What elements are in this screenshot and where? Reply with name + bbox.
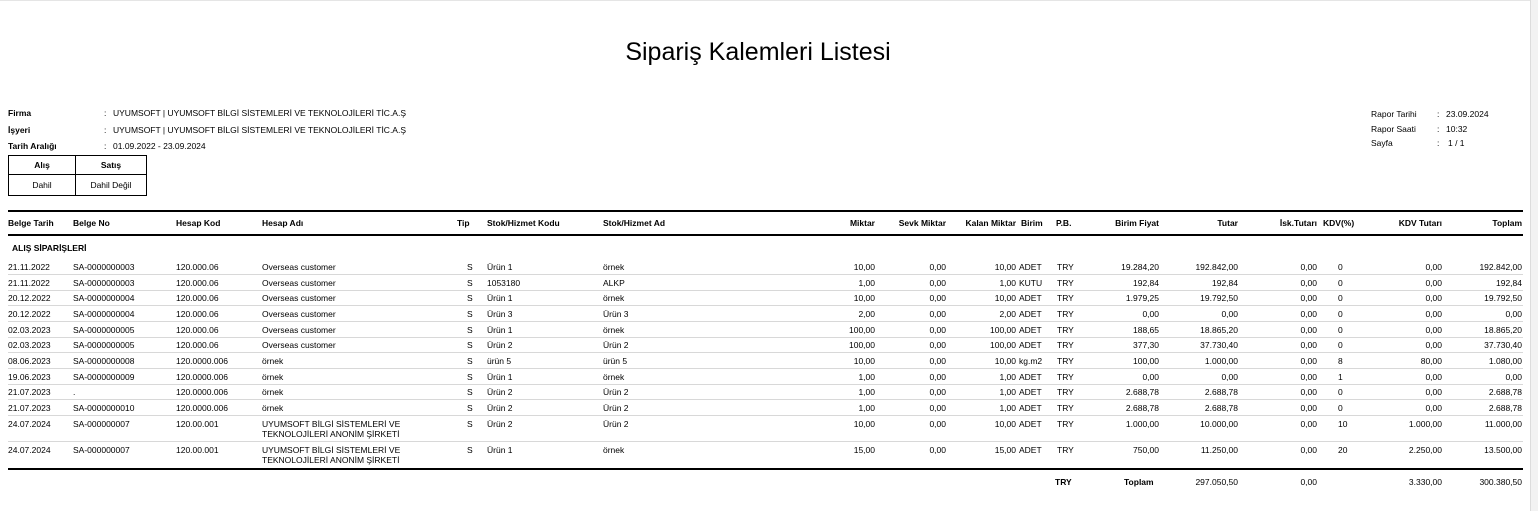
cell-hesap-kod: 120.000.06 [176,309,219,319]
cell-sevk-miktar: 0,00 [929,293,946,303]
include-filter-box [8,155,147,196]
cell-hesap-adi: Overseas customer [262,278,336,288]
cell-belge-tarih: 19.06.2023 [8,372,51,382]
cell-stok-kodu: Ürün 2 [487,419,513,429]
row-separator [8,274,1523,275]
cell-sevk-miktar: 0,00 [929,340,946,350]
cell-kalan-miktar: 2,00 [999,309,1016,319]
cell-belge-tarih: 21.07.2023 [8,403,51,413]
cell-sevk-miktar: 0,00 [929,262,946,272]
cell-kalan-miktar: 1,00 [999,278,1016,288]
cell-tip: S [467,403,473,413]
cell-birim-fiyat: 750,00 [1133,445,1159,455]
cell-kalan-miktar: 1,00 [999,387,1016,397]
cell-isk-tutari: 0,00 [1300,325,1317,335]
cell-kdv-tutari: 0,00 [1425,309,1442,319]
cell-pb: TRY [1057,325,1074,335]
col-header-kdv-yuzde: KDV(%) [1323,218,1355,228]
cell-tip: S [467,419,473,429]
cell-isk-tutari: 0,00 [1300,293,1317,303]
section-title: ALIŞ SİPARİŞLERİ [12,243,87,253]
cell-miktar: 10,00 [853,293,875,303]
cell-belge-no: SA-0000000003 [73,262,135,272]
cell-belge-tarih: 21.07.2023 [8,387,51,397]
row-separator [8,399,1523,400]
cell-kdv-yuzde: 0 [1338,262,1343,272]
cell-kdv-tutari: 80,00 [1420,356,1442,366]
cell-toplam: 18.865,20 [1484,325,1522,335]
totals-tutar: 297.050,50 [1195,477,1238,487]
cell-kdv-tutari: 0,00 [1425,340,1442,350]
cell-pb: TRY [1057,419,1074,429]
cell-kdv-yuzde: 0 [1338,340,1343,350]
cell-kalan-miktar: 1,00 [999,403,1016,413]
page-title: Sipariş Kalemleri Listesi [625,38,891,66]
cell-tip: S [467,356,473,366]
cell-hesap-adi: Overseas customer [262,262,336,272]
cell-tip: S [467,325,473,335]
cell-kdv-yuzde: 20 [1338,445,1348,455]
info-colon: : [104,108,107,118]
row-separator [8,290,1523,291]
cell-stok-kodu: Ürün 1 [487,325,513,335]
row-separator [8,305,1523,306]
row-separator [8,441,1523,442]
cell-sevk-miktar: 0,00 [929,372,946,382]
cell-birim: kg.m2 [1019,356,1043,366]
cell-stok-kodu: 1053180 [487,278,521,288]
cell-belge-no: SA-000000007 [73,419,130,429]
cell-isk-tutari: 0,00 [1300,309,1317,319]
cell-birim-fiyat: 0,00 [1142,309,1159,319]
cell-miktar: 1,00 [858,387,875,397]
cell-belge-no: SA-000000007 [73,445,130,455]
row-separator [8,321,1523,322]
cell-belge-tarih: 24.07.2024 [8,419,51,429]
cell-kdv-tutari: 0,00 [1425,372,1442,382]
cell-toplam: 192.842,00 [1479,262,1522,272]
cell-kdv-tutari: 0,00 [1425,293,1442,303]
cell-kdv-yuzde: 0 [1338,278,1343,288]
cell-toplam: 13.500,00 [1484,445,1522,455]
cell-belge-tarih: 20.12.2022 [8,309,51,319]
info-colon: : [104,141,107,151]
cell-stok-kodu: Ürün 1 [487,293,513,303]
col-header-sevk-miktar: Sevk Miktar [898,218,946,228]
cell-belge-no: SA-0000000004 [73,309,135,319]
include-header-alis: Alış [9,156,76,175]
col-header-isk-tutari: İsk.Tutarı [1279,218,1317,228]
col-header-pb: P.B. [1056,218,1072,228]
cell-belge-tarih: 08.06.2023 [8,356,51,366]
info-value-isyeri: UYUMSOFT | UYUMSOFT BİLGİ SİSTEMLERİ VE TEKNOLOJİLERİ TİC.A.Ş [113,125,407,135]
cell-tip: S [467,262,473,272]
info-value-rapor-tarihi: 23.09.2024 [1446,109,1489,119]
info-label-rapor-tarihi: Rapor Tarihi [1371,109,1417,119]
info-colon: : [104,125,107,135]
cell-tutar: 37.730,40 [1200,340,1238,350]
col-header-tip: Tip [457,218,470,228]
col-header-kdv-tutari: KDV Tutarı [1398,218,1442,228]
cell-miktar: 100,00 [849,325,875,335]
cell-belge-no: . [73,387,76,397]
totals-label: Toplam [1124,477,1154,487]
info-label-rapor-saati: Rapor Saati [1371,124,1416,134]
cell-kalan-miktar: 10,00 [994,356,1016,366]
cell-belge-tarih: 02.03.2023 [8,325,51,335]
cell-kdv-yuzde: 0 [1338,403,1343,413]
cell-miktar: 2,00 [858,309,875,319]
cell-birim-fiyat: 1.000,00 [1125,419,1159,429]
cell-toplam: 2.688,78 [1488,387,1522,397]
cell-birim: ADET [1019,387,1042,397]
cell-hesap-kod: 120.0000.006 [176,356,228,366]
include-value-alis: Dahil [9,175,76,196]
cell-sevk-miktar: 0,00 [929,278,946,288]
cell-tutar: 18.865,20 [1200,325,1238,335]
header-top-rule [8,210,1523,212]
cell-hesap-adi: Overseas customer [262,340,336,350]
cell-kdv-tutari: 0,00 [1425,403,1442,413]
cell-isk-tutari: 0,00 [1300,403,1317,413]
cell-birim: ADET [1019,309,1042,319]
cell-isk-tutari: 0,00 [1300,387,1317,397]
cell-toplam: 0,00 [1505,309,1522,319]
cell-tutar: 11.250,00 [1200,445,1238,455]
cell-pb: TRY [1057,309,1074,319]
cell-isk-tutari: 0,00 [1300,372,1317,382]
cell-birim-fiyat: 377,30 [1133,340,1159,350]
cell-tip: S [467,340,473,350]
cell-hesap-kod: 120.000.06 [176,325,219,335]
cell-toplam: 2.688,78 [1488,403,1522,413]
cell-birim: ADET [1019,445,1042,455]
cell-kalan-miktar: 100,00 [990,340,1016,350]
info-value-firma: UYUMSOFT | UYUMSOFT BİLGİ SİSTEMLERİ VE TEKNOLOJİLERİ TİC.A.Ş [113,108,407,118]
col-header-birim-fiyat: Birim Fiyat [1115,218,1159,228]
cell-kdv-yuzde: 0 [1338,309,1343,319]
cell-hesap-adi: Overseas customer [262,309,336,319]
row-separator [8,415,1523,416]
cell-kdv-tutari: 0,00 [1425,325,1442,335]
cell-tutar: 19.792,50 [1200,293,1238,303]
col-header-kalan-miktar: Kalan Miktar [965,218,1016,228]
row-separator [8,384,1523,385]
cell-tutar: 10.000,00 [1200,419,1238,429]
cell-birim-fiyat: 1.979,25 [1125,293,1159,303]
cell-kdv-yuzde: 0 [1338,293,1343,303]
cell-tutar: 2.688,78 [1204,387,1238,397]
cell-hesap-kod: 120.0000.006 [176,403,228,413]
cell-kalan-miktar: 10,00 [994,262,1016,272]
cell-pb: TRY [1057,278,1074,288]
cell-belge-tarih: 02.03.2023 [8,340,51,350]
cell-sevk-miktar: 0,00 [929,309,946,319]
cell-isk-tutari: 0,00 [1300,356,1317,366]
cell-toplam: 37.730,40 [1484,340,1522,350]
cell-pb: TRY [1057,262,1074,272]
cell-miktar: 1,00 [858,278,875,288]
cell-stok-ad: Ürün 2 [603,340,629,350]
col-header-hesap-kod: Hesap Kod [176,218,221,228]
cell-tutar: 192.842,00 [1195,262,1238,272]
cell-hesap-kod: 120.00.001 [176,445,219,455]
cell-belge-no: SA-0000000008 [73,356,135,366]
cell-tip: S [467,309,473,319]
cell-miktar: 10,00 [853,419,875,429]
cell-kdv-yuzde: 1 [1338,372,1343,382]
info-label-tarih-araligi: Tarih Aralığı [8,141,57,151]
cell-stok-ad: Ürün 3 [603,309,629,319]
cell-stok-ad: ALKP [603,278,625,288]
cell-stok-kodu: Ürün 1 [487,262,513,272]
col-header-miktar: Miktar [849,218,875,228]
cell-stok-ad: ürün 5 [603,356,628,366]
cell-birim-fiyat: 2.688,78 [1125,387,1159,397]
cell-belge-no: SA-0000000005 [73,340,135,350]
cell-stok-ad: örnek [603,372,625,382]
cell-kalan-miktar: 15,00 [994,445,1016,455]
cell-toplam: 11.000,00 [1484,419,1522,429]
totals-currency: TRY [1055,477,1072,487]
cell-tutar: 0,00 [1221,372,1238,382]
cell-kdv-yuzde: 0 [1338,325,1343,335]
info-colon: : [1437,138,1440,148]
cell-belge-tarih: 21.11.2022 [8,278,50,288]
info-label-firma: Firma [8,108,32,118]
cell-isk-tutari: 0,00 [1300,278,1317,288]
cell-isk-tutari: 0,00 [1300,445,1317,455]
cell-stok-kodu: Ürün 2 [487,387,513,397]
cell-tutar: 192,84 [1212,278,1238,288]
info-colon: : [1437,109,1440,119]
cell-pb: TRY [1057,293,1074,303]
cell-sevk-miktar: 0,00 [929,445,946,455]
cell-birim: ADET [1019,325,1042,335]
cell-tip: S [467,278,473,288]
cell-stok-kodu: Ürün 2 [487,403,513,413]
cell-pb: TRY [1057,356,1074,366]
cell-hesap-kod: 120.0000.006 [176,387,228,397]
cell-hesap-adi: Overseas customer [262,325,336,335]
cell-belge-no: SA-0000000004 [73,293,135,303]
totals-kdv-tutari: 3.330,00 [1408,477,1442,487]
cell-belge-tarih: 24.07.2024 [8,445,51,455]
cell-isk-tutari: 0,00 [1300,340,1317,350]
cell-miktar: 100,00 [849,340,875,350]
cell-isk-tutari: 0,00 [1300,419,1317,429]
cell-stok-kodu: Ürün 1 [487,372,513,382]
cell-kdv-tutari: 0,00 [1425,278,1442,288]
cell-toplam: 19.792,50 [1484,293,1522,303]
cell-kdv-tutari: 0,00 [1425,387,1442,397]
header-bottom-rule [8,234,1523,236]
cell-kdv-tutari: 2.250,00 [1408,445,1442,455]
cell-miktar: 15,00 [853,445,875,455]
cell-stok-kodu: Ürün 2 [487,340,513,350]
cell-stok-kodu: Ürün 3 [487,309,513,319]
cell-birim: ADET [1019,340,1042,350]
cell-sevk-miktar: 0,00 [929,325,946,335]
cell-pb: TRY [1057,372,1074,382]
cell-tip: S [467,372,473,382]
col-header-birim: Birim [1021,218,1043,228]
cell-hesap-adi: Overseas customer [262,293,336,303]
info-label-isyeri: İşyeri [8,125,31,135]
cell-birim-fiyat: 0,00 [1142,372,1159,382]
cell-sevk-miktar: 0,00 [929,387,946,397]
cell-hesap-kod: 120.000.06 [176,293,219,303]
cell-pb: TRY [1057,340,1074,350]
cell-stok-ad: örnek [603,293,625,303]
cell-stok-ad: Ürün 2 [603,403,629,413]
cell-kdv-tutari: 0,00 [1425,262,1442,272]
totals-toplam: 300.380,50 [1479,477,1522,487]
cell-birim-fiyat: 100,00 [1133,356,1159,366]
info-label-sayfa: Sayfa [1371,138,1393,148]
cell-kdv-yuzde: 10 [1338,419,1348,429]
cell-belge-tarih: 20.12.2022 [8,293,51,303]
cell-hesap-adi: örnek [262,372,284,382]
cell-belge-no: SA-0000000005 [73,325,135,335]
cell-miktar: 10,00 [853,262,875,272]
cell-sevk-miktar: 0,00 [929,403,946,413]
cell-sevk-miktar: 0,00 [929,356,946,366]
info-value-rapor-saati: 10:32 [1446,124,1468,134]
cell-hesap-adi: UYUMSOFT BİLGİ SİSTEMLERİ VE TEKNOLOJİLERİ ANONİM ŞİRKETİ [262,445,401,465]
cell-birim-fiyat: 188,65 [1133,325,1159,335]
cell-tutar: 2.688,78 [1204,403,1238,413]
cell-toplam: 1.080,00 [1488,356,1522,366]
cell-birim: KUTU [1019,278,1043,288]
col-header-stok-ad: Stok/Hizmet Ad [603,218,666,228]
info-colon: : [1437,124,1440,134]
row-separator [8,368,1523,369]
cell-belge-no: SA-0000000003 [73,278,135,288]
cell-stok-ad: Ürün 2 [603,419,629,429]
cell-birim: ADET [1019,372,1042,382]
cell-kalan-miktar: 10,00 [994,419,1016,429]
cell-tutar: 1.000,00 [1204,356,1238,366]
cell-pb: TRY [1057,387,1074,397]
cell-stok-kodu: Ürün 1 [487,445,513,455]
include-value-satis: Dahil Değil [76,175,147,196]
cell-hesap-kod: 120.000.06 [176,340,219,350]
cell-hesap-kod: 120.0000.006 [176,372,228,382]
cell-tip: S [467,445,473,455]
cell-pb: TRY [1057,403,1074,413]
cell-isk-tutari: 0,00 [1300,262,1317,272]
cell-belge-tarih: 21.11.2022 [8,262,50,272]
cell-kalan-miktar: 100,00 [990,325,1016,335]
cell-kdv-yuzde: 8 [1338,356,1343,366]
cell-hesap-adi: örnek [262,403,284,413]
cell-stok-ad: örnek [603,445,625,455]
cell-stok-kodu: ürün 5 [487,356,512,366]
cell-stok-ad: örnek [603,262,625,272]
col-header-belge-tarih: Belge Tarih [8,218,54,228]
totals-top-rule [8,468,1523,470]
cell-birim-fiyat: 2.688,78 [1125,403,1159,413]
cell-kalan-miktar: 10,00 [994,293,1016,303]
cell-birim: ADET [1019,262,1042,272]
cell-hesap-kod: 120.00.001 [176,419,219,429]
cell-miktar: 10,00 [853,356,875,366]
col-header-belge-no: Belge No [73,218,110,228]
cell-kalan-miktar: 1,00 [999,372,1016,382]
col-header-tutar: Tutar [1217,218,1238,228]
cell-pb: TRY [1057,445,1074,455]
cell-toplam: 192,84 [1496,278,1522,288]
cell-stok-ad: Ürün 2 [603,387,629,397]
row-separator [8,337,1523,338]
totals-isk-tutari: 0,00 [1300,477,1317,487]
vertical-scrollbar[interactable] [1530,0,1538,511]
cell-kdv-yuzde: 0 [1338,387,1343,397]
cell-hesap-adi: örnek [262,356,284,366]
cell-tutar: 0,00 [1221,309,1238,319]
cell-tip: S [467,293,473,303]
cell-birim-fiyat: 19.284,20 [1121,262,1159,272]
cell-miktar: 1,00 [858,372,875,382]
cell-tip: S [467,387,473,397]
info-value-tarih-araligi: 01.09.2022 - 23.09.2024 [113,141,206,151]
col-header-stok-kodu: Stok/Hizmet Kodu [487,218,560,228]
cell-hesap-kod: 120.000.06 [176,262,219,272]
cell-birim: ADET [1019,403,1042,413]
cell-birim: ADET [1019,293,1042,303]
cell-birim: ADET [1019,419,1042,429]
row-separator [8,352,1523,353]
cell-miktar: 1,00 [858,403,875,413]
cell-belge-no: SA-0000000010 [73,403,135,413]
col-header-toplam: Toplam [1492,218,1522,228]
cell-belge-no: SA-0000000009 [73,372,135,382]
cell-sevk-miktar: 0,00 [929,419,946,429]
include-header-satis: Satış [76,156,147,175]
cell-hesap-kod: 120.000.06 [176,278,219,288]
cell-stok-ad: örnek [603,325,625,335]
cell-hesap-adi: örnek [262,387,284,397]
cell-kdv-tutari: 1.000,00 [1408,419,1442,429]
cell-hesap-adi: UYUMSOFT BİLGİ SİSTEMLERİ VE TEKNOLOJİLERİ ANONİM ŞİRKETİ [262,419,401,439]
cell-birim-fiyat: 192,84 [1133,278,1159,288]
col-header-hesap-adi: Hesap Adı [262,218,304,228]
info-value-sayfa: 1 / 1 [1448,138,1465,148]
cell-toplam: 0,00 [1505,372,1522,382]
